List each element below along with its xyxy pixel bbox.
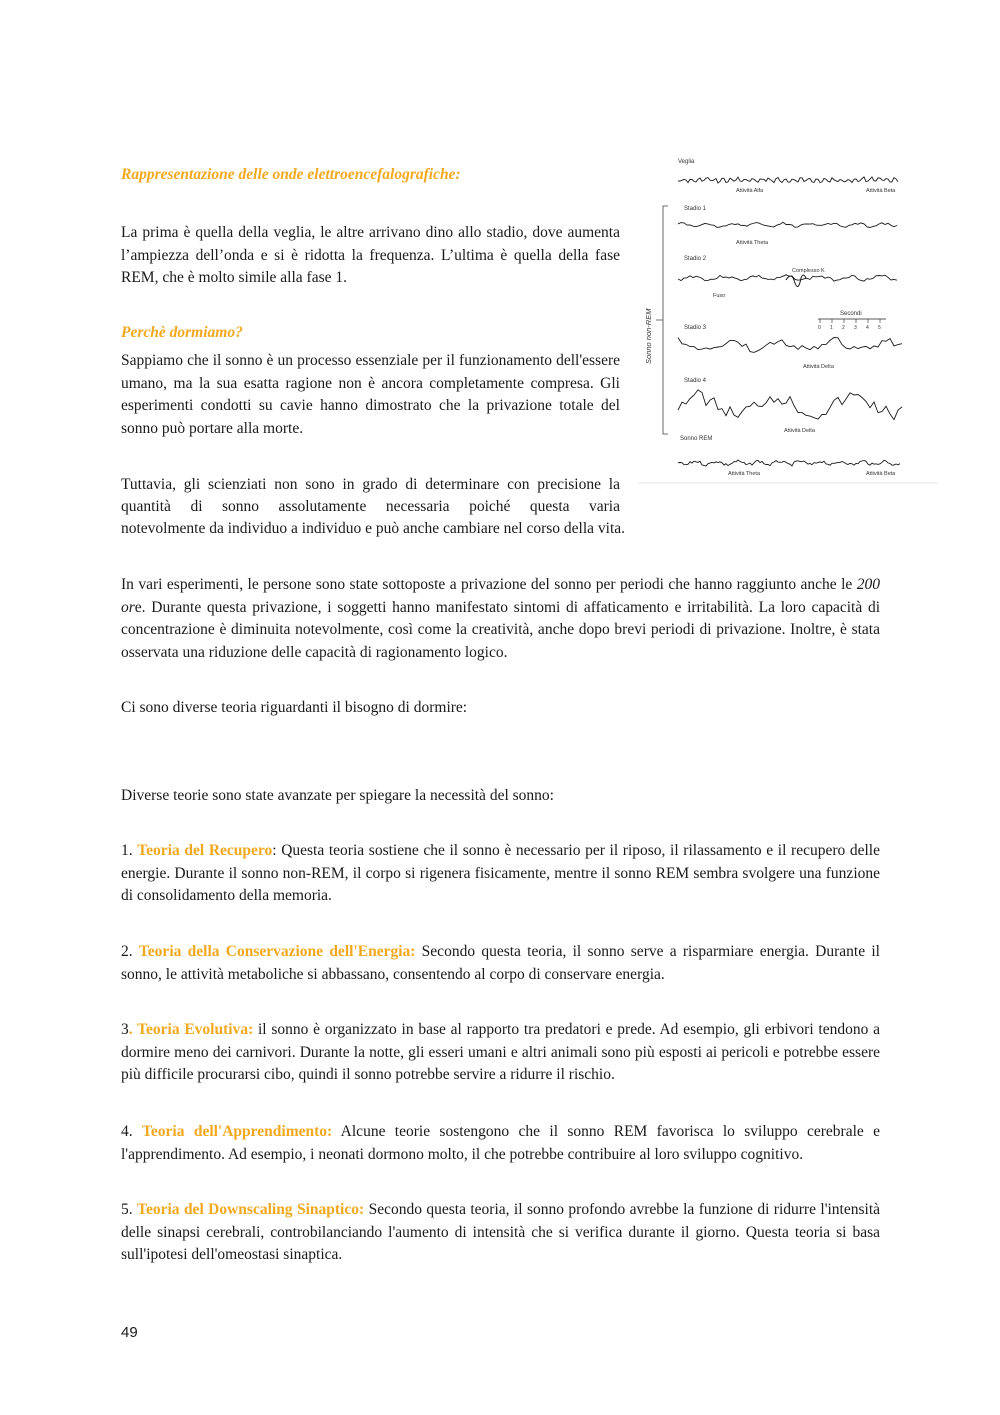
theory-title: . Teoria Evolutiva:: [128, 1021, 254, 1038]
theory-item: [121, 1199, 880, 1267]
paragraph-theories-intro-2: Diverse teorie sono state avanzate per spiegare la necessità del sonno:: [121, 787, 554, 804]
theory-text: il sonno è organizzato in base al rapporto tra predatori e prede. Ad esempio, gli erbivori tendono a dormire meno dei carnivori. Durante la notte, gli esseri umani e altri animali sono più esposti ai pericoli e potrebbe essere più difficile procurarsi cibo, quindi il sonno potrebbe servire a ridurre il rischio.: [121, 1021, 880, 1083]
experiments-hours: 200 or: [121, 576, 880, 616]
paragraph-line-2: quantità di sonno assolutamente necessaria poiché questa varia: [121, 498, 620, 515]
label-stadio-4: Stadio 4: [684, 378, 707, 384]
experiments-text-2: e. Durante questa privazione, i soggetti hanno manifestato sintomi di affaticamento e irritabilità. La loro capacità di concentrazione è diminuita notevolmente, così come la creatività, anche dopo brevi periodi di privazione. Inoltre, è stata osservata una riduzione delle capacità di ragionamento logico.: [121, 598, 880, 661]
paragraph-eeg-description: La prima è quella della veglia, le altre arrivano dino allo stadio, dove aumenta l’ampiezza dell’onda e si è ridotta la frequenza. L’ultima è quella della fase REM, che è molto simile alla fase 1.: [121, 224, 620, 286]
label-beta-rem: Attività Beta: [866, 471, 896, 477]
tick-label: 1: [830, 325, 833, 331]
experiments-text-1: In vari esperimenti, le persone sono state sottoposte a privazione del sonno per periodi che hanno raggiunto anche le: [121, 576, 857, 593]
theory-title: Teoria del Downscaling Sinaptico:: [137, 1201, 365, 1218]
theory-number: 1.: [121, 842, 138, 859]
label-sonno-rem: Sonno REM: [680, 436, 713, 442]
paragraph-line-3: notevolmente da individuo a individuo e può anche cambiare nel corso della vita.: [121, 520, 626, 537]
label-theta-rem: Attività Theta: [728, 471, 760, 477]
label-delta-4: Attività Delta: [784, 428, 815, 434]
label-beta: Attività Beta: [866, 188, 896, 194]
label-complesso-k: Complesso K: [792, 268, 825, 274]
theory-title: Teoria della Conservazione dell'Energia:: [138, 943, 416, 960]
paragraph-theories-intro: Ci sono diverse teoria riguardanti il bisogno di dormire:: [121, 699, 468, 716]
theory-text: Secondo questa teoria, il sonno profondo avrebbe la funzione di ridurre l'intensità delle sinapsi cerebrali, controbilanciando l'aumento di intensità che si verifica durante il giorno. Questa teoria si basa sull'ipotesi dell'omeostasi sinaptica.: [121, 1201, 881, 1263]
theory-item: [121, 1121, 880, 1166]
tick-label: 3: [854, 325, 857, 331]
page-number: 49: [121, 1324, 138, 1341]
theory-item: [121, 1019, 880, 1087]
label-stadio-3: Stadio 3: [684, 325, 707, 331]
label-veglia: Veglia: [678, 159, 695, 165]
theory-number: 4.: [121, 1123, 142, 1140]
label-fuso: Fuso: [713, 293, 726, 299]
theory-title: Teoria dell'Apprendimento:: [141, 1123, 333, 1140]
paragraph-sleep-essential: Sappiamo che il sonno è un processo essenziale per il funzionamento dell'essere umano, ma la sua esatta ragione non è ancora completamente compresa. Gli esperimenti condotti su cavie hanno dimostrato che la privazione totale del sonno può portare alla morte.: [121, 352, 620, 437]
label-stadio-2: Stadio 2: [684, 256, 707, 262]
tick-label: 5: [878, 325, 881, 331]
eeg-waves-figure: [638, 152, 938, 487]
theory-text: Secondo questa teoria, il sonno serve a risparmiare energia. Durante il sonno, le attività metaboliche si abbassano, consentendo al corpo di conservare energia.: [121, 943, 880, 983]
theory-item: [121, 941, 880, 986]
theory-number: 5.: [121, 1201, 138, 1218]
theory-title: Teoria del Recupero: [137, 842, 273, 859]
label-non-rem: Sonno non-REM: [644, 308, 653, 364]
theory-text: : Questa teoria sostiene che il sonno è necessario per il riposo, il rilassamento e il recupero delle energie. Durante il sonno non-REM, il corpo si rigenera fisicamente, mentre il sonno REM sembra svolgere una funzione di consolidamento della memoria.: [121, 842, 880, 904]
tick-label: 4: [866, 325, 869, 331]
section-heading-eeg: Rappresentazione delle onde elettroencefalografiche:: [121, 166, 461, 183]
paragraph-line-1: Tuttavia, gli scienziati non sono in grado di determinare con precisione la: [121, 476, 620, 493]
label-theta: Attività Theta: [736, 240, 768, 246]
label-stadio-1: Stadio 1: [684, 206, 707, 212]
label-alfa: Attività Alfa: [736, 188, 764, 194]
paragraph-experiments: [121, 574, 880, 664]
theory-text: Alcune teorie sostengono che il sonno REM favorisca lo sviluppo cerebrale e l'apprendimento. Ad esempio, i neonati dormono molto, il che potrebbe contribuire al loro sviluppo cognitivo.: [121, 1123, 880, 1163]
theory-item: [121, 840, 880, 908]
section-heading-why-sleep: Perchè dormiamo?: [121, 324, 243, 341]
tick-label: 2: [842, 325, 845, 331]
label-delta-3: Attività Delta: [803, 364, 834, 370]
label-secondi: Secondi: [840, 311, 862, 317]
theory-number: 3: [121, 1021, 129, 1038]
tick-label: 0: [818, 325, 821, 331]
theory-number: 2.: [121, 943, 139, 960]
